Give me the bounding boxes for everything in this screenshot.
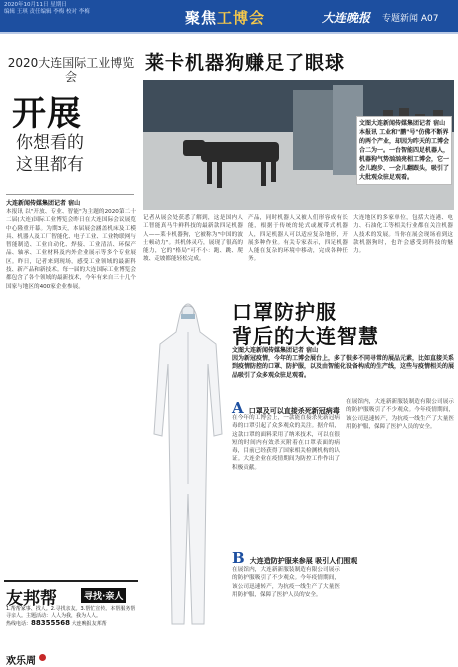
article1-body-left: 记者从展会处获悉了解到，这是国内人工智能真马牛鲜科技的最新款四足机器人——莱卡机器狗，它被称为"中国的波士顿动力"。其机体灵巧，展现了很高的能力，它的"格局"可不小：跑、跳、爬坡、走坡都能轻松完成。 (143, 215, 243, 263)
left-question-line2: 这里都有 (16, 155, 84, 175)
left-byline: 大连新闻传媒集团记者 宿山 (6, 200, 81, 207)
left-body: 本报讯 以"开放、专业、智能"为主题的2020第二十二届(大连)国际工业博览会昨日在大连国际会议展览中心隆重开幕。为期3天，本届展会涵盖机床及工模具、机器人及工厂智能化、电子工业、工业物联网与智能制造、工业自动化、焊接、工业清洁、环保产品、轴承、工业材料及内外企业展示等多个专业展区。昨日，记者来到现场，感受工业领域的最新科技、新产品和新技术。每一届的大连国际工业博览会都包含了各个领域的最新技术，今年有来自三十几个国家与地区的400家企业参展。 (6, 209, 136, 290)
publication-name: 大连晚报 (322, 11, 371, 25)
header-rule (0, 32, 458, 34)
article2-lede: 因为新冠疫情，今年的工博会展台上，多了很多不同寻常的展品元素，比如直接关系到疫情防控的口罩、防护服，以及由智能化设备构成的生产线，这些与疫情相关的展品吸引了众多观众驻足观看。 (232, 355, 455, 379)
article1-body-right: 大连地区的多家单位，包括大连港、电力、石油化工等相关行业都在关注机器人技术的发展。当你在展会现场看到这款机器狗时，也许会感受到科技的魅力。 (353, 215, 453, 255)
issue-editors: 编辑 王琪 责任编辑 李梅 校对 李梅 (4, 9, 90, 15)
ad-phone: 88355568 (31, 619, 70, 627)
ad-phone-label: 热线电话： (6, 621, 32, 627)
ad-text (6, 606, 138, 628)
ad-title: 友邦帮 (6, 589, 57, 609)
section-main: 工博会 (217, 9, 266, 27)
article1-body-mid: 产品，同时机器人又被人们形容成有长能，根据于传统的轮式或履带式机器人，四足机器人可以适应复杂地形，开展多种作业。有关专家表示，四足机器人能在复杂的环境中移动，完成各种任务。 (248, 215, 348, 263)
left-question (16, 132, 84, 176)
page-header (0, 0, 458, 32)
section-b-letter: B (232, 549, 245, 567)
left-subtitle: 2020大连国际工业博览会 (7, 56, 135, 84)
article2-title-line2: 背后的大连智慧 (232, 324, 379, 348)
section-b-title: 大连造防护服来参展 吸引人们围观 (249, 557, 358, 565)
article1-caption: 文图大连新闻传媒集团记者 宿山 本报讯 工业和"鹏"号"仿佛不断界的两个产业，却因为昨天的工博会合二为一。一台智能四足机器人，机器狗气势汹汹亮相工博会，它一会儿跑步、一会儿翻跟头，吸引了大批观众驻足观看。 (356, 116, 452, 185)
section-a-body: 在今年的工博会上，一款能直接杀死新冠病毒的口罩引起了众多观众的关注。据介绍，这款口罩的面料采用了纳米技术，可以在很短的时间内有效杀灭附着在口罩表面的病毒，目前已经获得了国家相关检测机构的认证。大连企业在疫情期间为防控工作作出了积极贡献。 (232, 415, 340, 471)
section-title (185, 7, 265, 28)
section-b-body: 在展馆内，大连新新服装制造有限公司展示的防护服吸引了不少观众。今年疫情期间，该公司迅速转产，为抗疫一线生产了大量医用防护服，保障了医护人员的安全。 (232, 567, 340, 598)
protective-suit-photo (150, 284, 226, 644)
edition-label: 专题新闻 A07 (382, 14, 439, 24)
article2-byline: 文图大连新闻传媒集团记者 宿山 (232, 347, 319, 354)
ad-tag: 寻找·亲人 (81, 588, 126, 603)
ad-body: 1.帮帮家事、找人。2.寻找亲友。3.帮忙宣传。本帮服务帮寻亲人。主题活动：人人为我，我为人人。 (6, 606, 136, 619)
left-headline: 开展 (12, 94, 82, 134)
issue-meta (4, 2, 90, 16)
ad-box (4, 580, 138, 666)
ad-dot-icon (39, 654, 46, 661)
issue-date: 2020年10月11日 星期日 (4, 2, 67, 8)
left-question-line1: 你想看的 (16, 133, 84, 153)
ad-tag2: 欢乐周 (6, 656, 36, 667)
section-prefix: 聚焦 (185, 9, 218, 27)
section-a-letter: A (232, 399, 244, 417)
section-a-title: 口罩及可以直接杀死新冠病毒 (248, 407, 340, 415)
ad-footer: 大连晚报友邦帮 (71, 621, 107, 627)
article1-title: 莱卡机器狗赚足了眼球 (145, 52, 346, 74)
article2-right-column: 在展馆内，大连新新服装制造有限公司展示的防护服吸引了不少观众。今年疫情期间，该公司迅速转产，为抗疫一线生产了大量医用防护服，保障了医护人员的安全。 (346, 399, 454, 430)
article2-title-line1: 口罩防护服 (232, 300, 337, 324)
left-divider (6, 194, 134, 195)
